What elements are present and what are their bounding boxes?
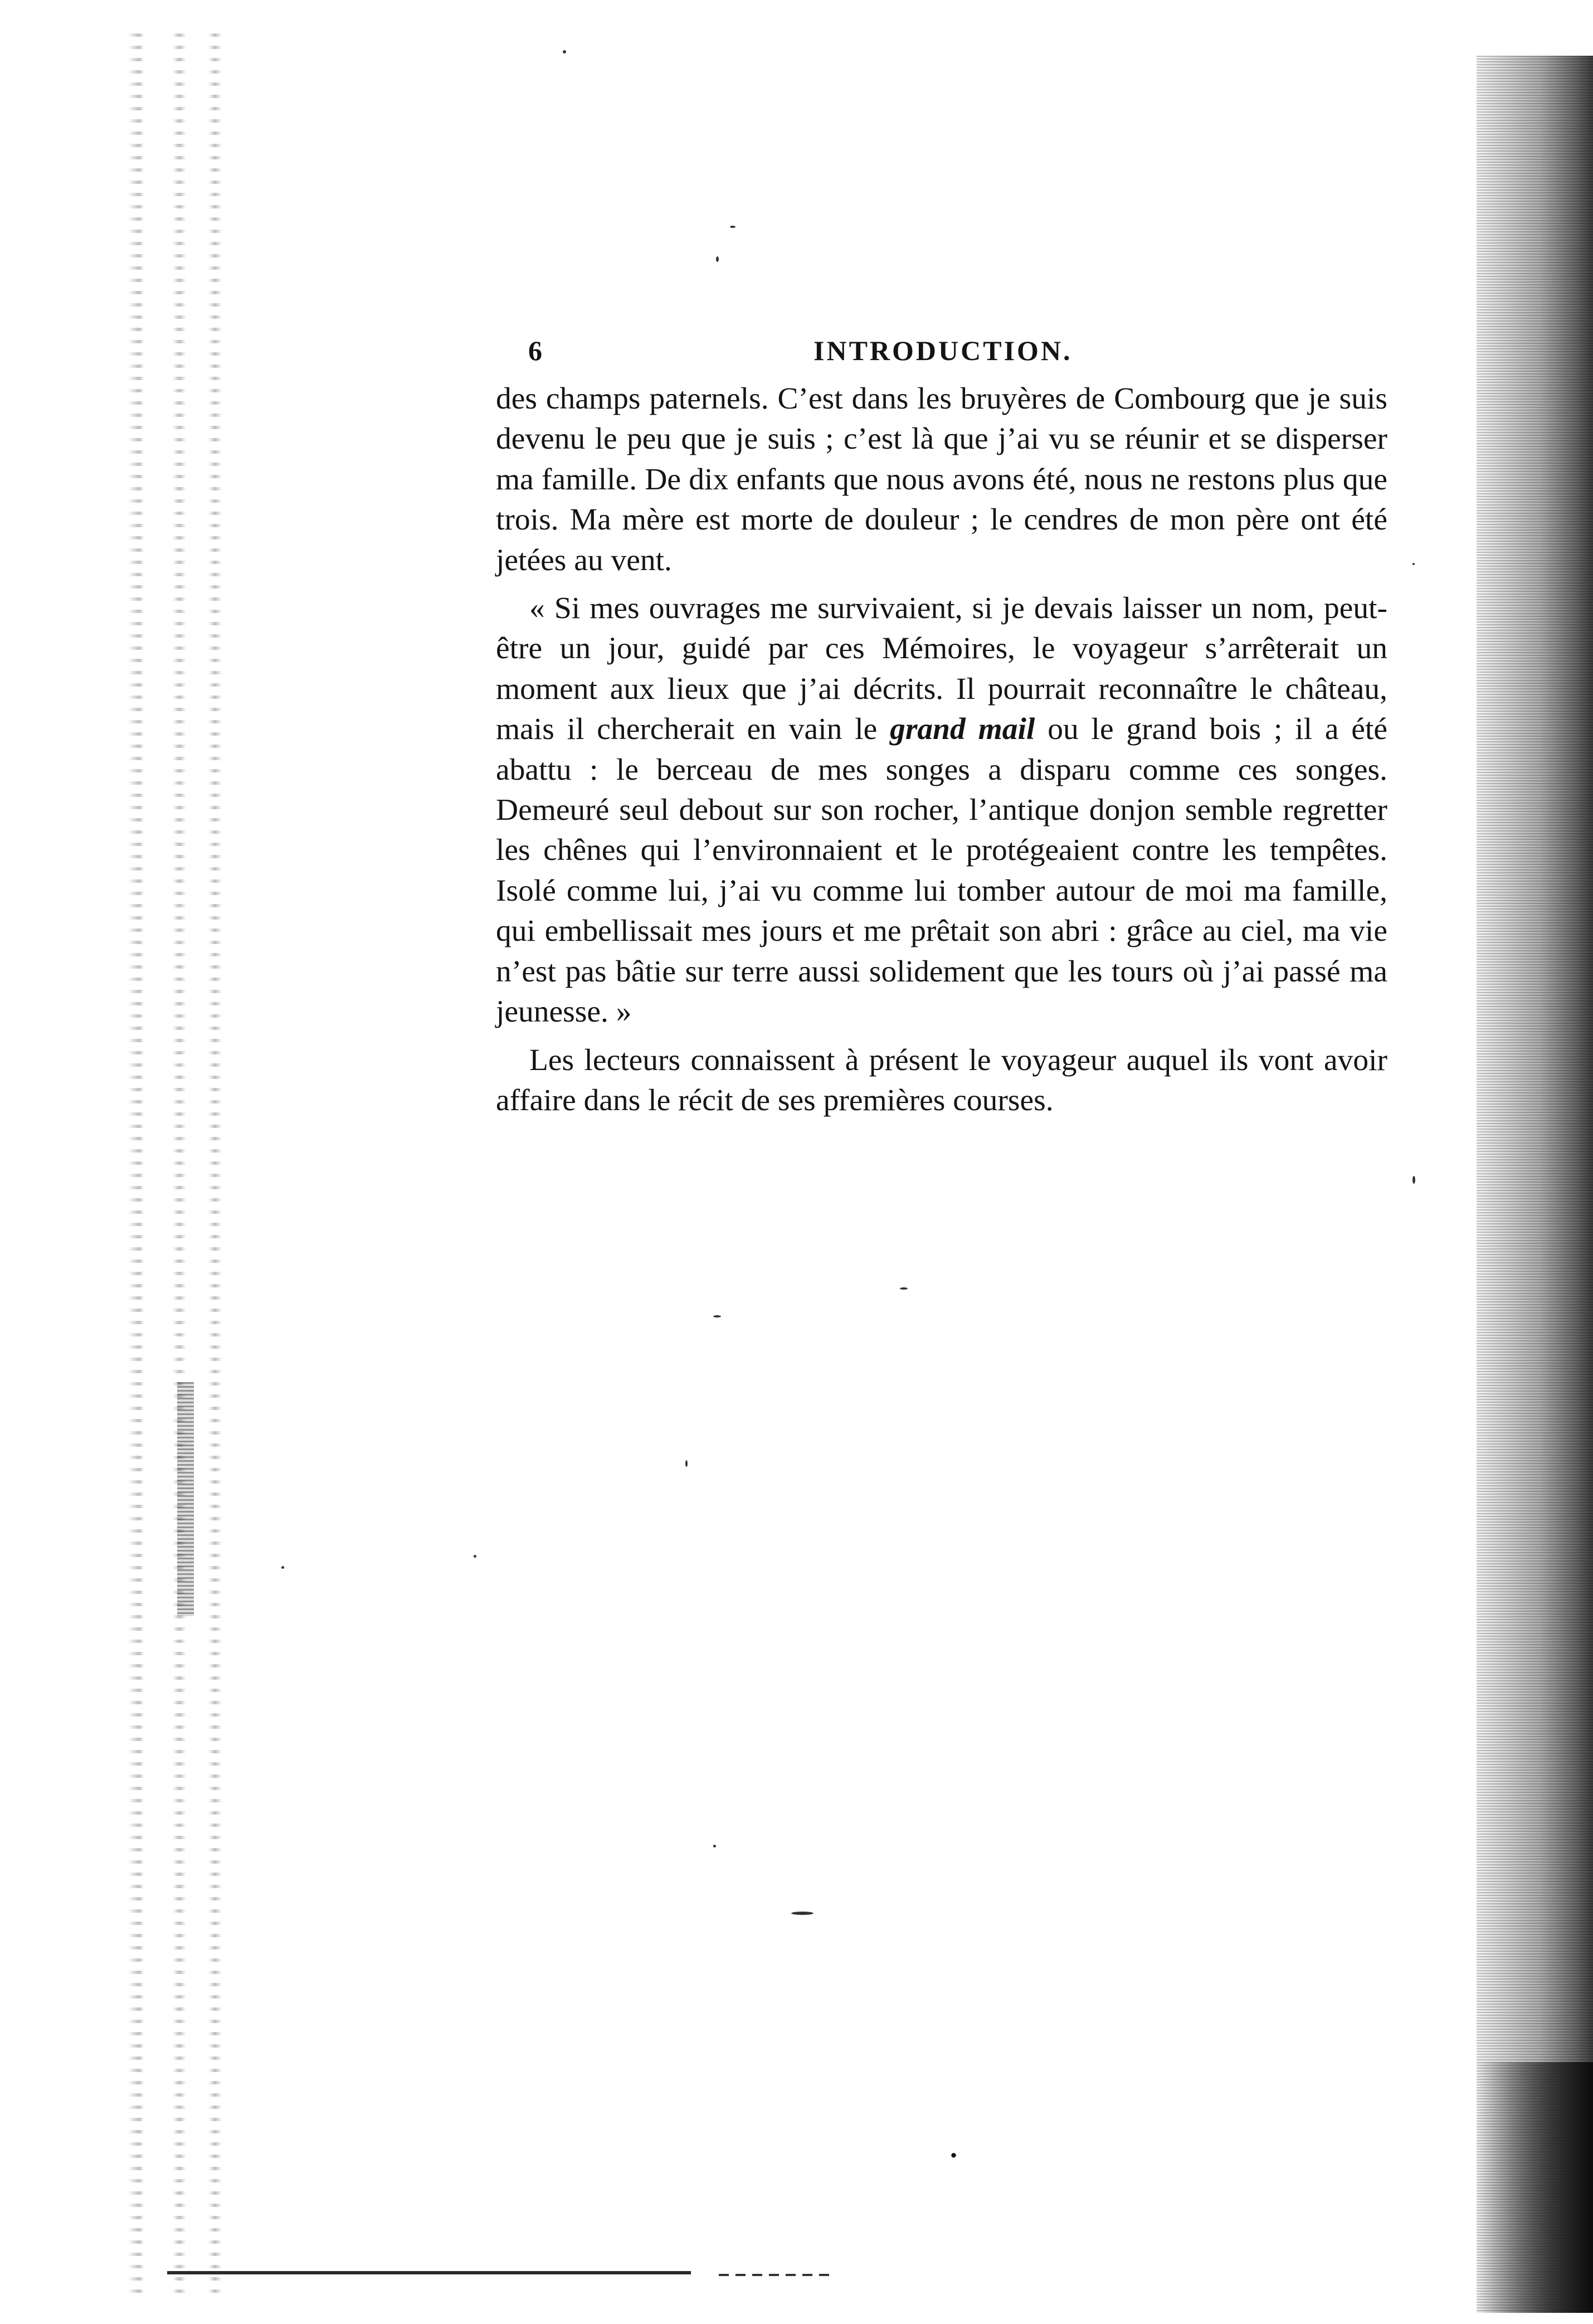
print-speck xyxy=(563,50,566,54)
bottom-ink-mark: . xyxy=(950,2132,957,2164)
page-number: 6 xyxy=(528,335,543,366)
print-speck xyxy=(730,226,735,228)
paragraph-2-quotation xyxy=(496,589,1387,1032)
italic-term: grand mail xyxy=(890,712,1035,747)
print-speck xyxy=(474,1555,476,1558)
binding-gutter-mark xyxy=(177,1382,194,1616)
body-text xyxy=(496,379,1387,1129)
print-speck xyxy=(1412,1176,1415,1184)
print-speck xyxy=(1412,563,1415,565)
paragraph-text: Les lecteurs connaissent à présent le voyageur auquel ils vont avoir affaire dans le récit de ses premières courses. xyxy=(496,1043,1387,1117)
page-header xyxy=(496,334,1081,369)
paragraph-1 xyxy=(496,379,1387,581)
print-speck xyxy=(716,256,719,262)
running-title: INTRODUCTION. xyxy=(813,335,1073,366)
paragraph-text: ou le grand bois ; il a été abattu : le berceau de mes songes a disparu comme ces songes. Demeuré seul debout sur son rocher, l’antique donjon semble regretter les chênes qui l’environnaient et le protégeaient contre les tempêtes. Isolé comme lui, j’ai vu comme lui tomber autour de moi ma famille, qui embellissait mes jours et me prêtait son abri : grâce au ciel, ma vie n’est pas bâtie sur terre aussi solidement que les tours où j’ai passé ma jeunesse. » xyxy=(496,712,1387,1029)
page-edge-shadow xyxy=(1477,56,1593,2313)
paragraph-3 xyxy=(496,1041,1387,1121)
page-edge-shadow-bottom xyxy=(1477,2062,1593,2313)
paragraph-text: des champs paternels. C’est dans les bruyères de Combourg que je suis devenu le peu que je suis ; c’est là que j’ai vu se réunir et se disperser ma famille. De dix enfants que nous avons été, nous ne restons plus que trois. Ma mère est morte de douleur ; le cendres de mon père ont été jetées au vent. xyxy=(496,382,1387,577)
print-speck xyxy=(713,1845,716,1847)
print-speck xyxy=(900,1287,908,1290)
binding-gutter xyxy=(128,33,240,2296)
print-speck xyxy=(713,1315,721,1317)
print-speck xyxy=(791,1912,813,1915)
paragraph-text: « Si mes ouvrages me survivaient, si je devais laisser un nom, peut-être un jour, guidé par ces Mémoires, le voyageur s’arrêterait un moment aux lieux que j’ai décrits. Il pourrait reconnaître le château, mais il chercherait en vain le xyxy=(496,591,1387,747)
print-speck xyxy=(281,1566,284,1569)
bottom-binding-rule xyxy=(167,2271,691,2274)
print-speck xyxy=(685,1460,688,1467)
bottom-binding-dashes xyxy=(719,2274,836,2276)
